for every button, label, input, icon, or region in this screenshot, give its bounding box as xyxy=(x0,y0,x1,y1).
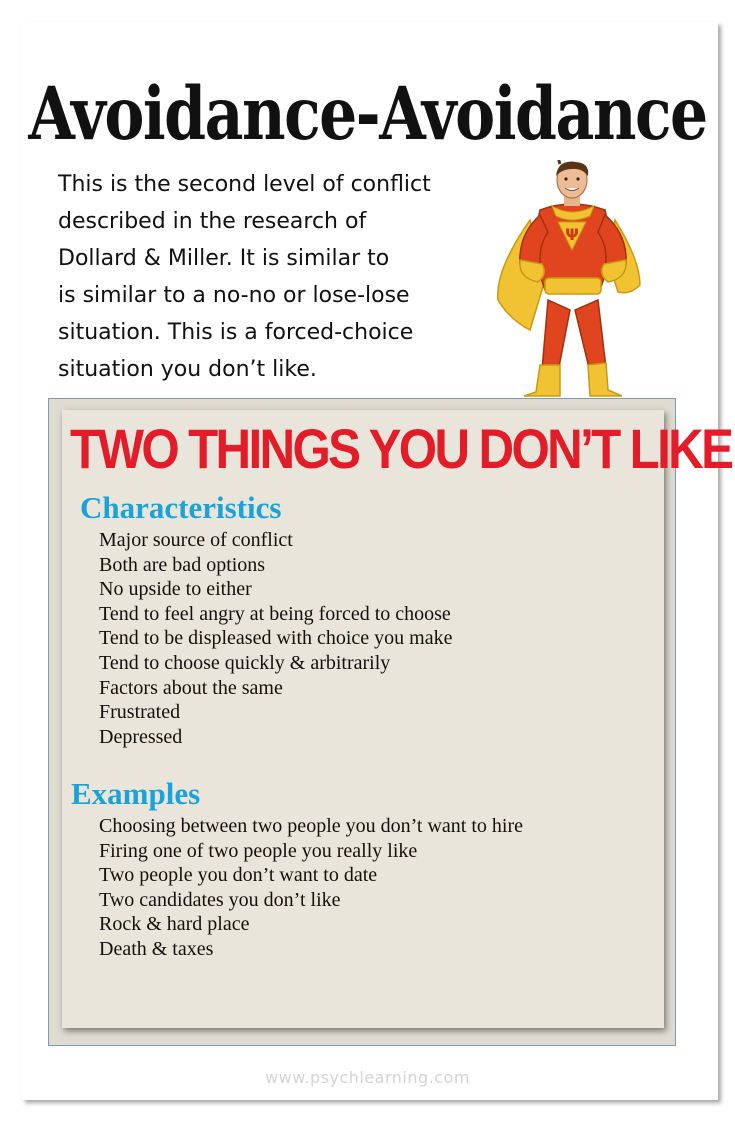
list-item: Tend to feel angry at being forced to choose xyxy=(99,602,451,625)
list-item: Frustrated xyxy=(99,701,181,724)
intro-line: is similar to a no-no or lose-lose xyxy=(58,283,410,308)
characteristics-heading: Characteristics xyxy=(80,490,282,525)
list-item: Both are bad options xyxy=(99,553,266,576)
characteristics-list xyxy=(99,528,453,749)
list-item: No upside to either xyxy=(99,578,252,601)
superhero-illustration xyxy=(490,160,655,400)
panel-heading: TWO THINGS YOU DON’T LIKE xyxy=(70,417,732,480)
intro-text xyxy=(58,166,488,388)
list-item: Choosing between two people you don’t want to hire xyxy=(99,815,524,837)
list-item: Rock & hard place xyxy=(99,913,250,936)
psi-emblem: Ψ xyxy=(565,225,579,244)
list-item: Death & taxes xyxy=(99,937,214,960)
examples-heading: Examples xyxy=(71,776,201,811)
intro-line: Dollard & Miller. It is similar to xyxy=(58,246,390,271)
list-item: Two candidates you don’t like xyxy=(99,888,341,911)
intro-line: situation. This is a forced-choice xyxy=(58,320,414,345)
intro-line: situation you don’t like. xyxy=(58,357,317,382)
list-item: Two people you don’t want to date xyxy=(99,864,378,887)
list-item: Major source of conflict xyxy=(99,529,293,551)
list-item: Factors about the same xyxy=(99,676,283,699)
list-item: Firing one of two people you really like xyxy=(99,839,418,862)
list-item: Tend to choose quickly & arbitrarily xyxy=(99,651,391,674)
page-title: Avoidance-Avoidance xyxy=(28,72,707,158)
list-item: Depressed xyxy=(99,725,183,748)
footer-url: www.psychlearning.com xyxy=(265,1068,470,1087)
intro-line: described in the research of xyxy=(58,209,367,234)
list-item: Tend to be displeased with choice you make xyxy=(99,627,453,650)
examples-list xyxy=(99,814,523,962)
intro-line: This is the second level of conflict xyxy=(58,172,431,197)
